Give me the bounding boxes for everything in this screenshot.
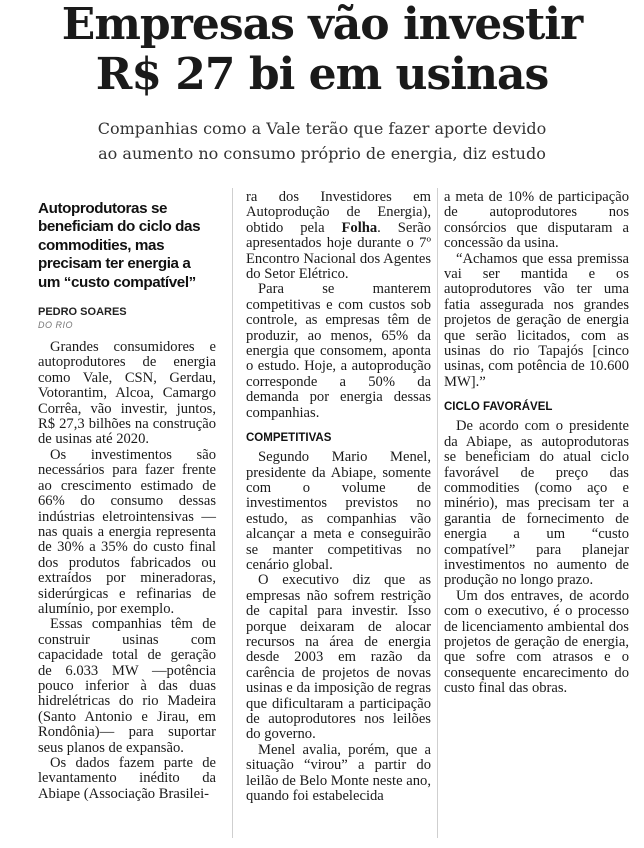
byline: PEDRO SOARES	[38, 306, 127, 319]
paragraph: O executivo diz que as empresas não sofrem restrição de capital para investir. Isso porque deixaram de alocar recursos na área de energia desde 2003 em razão da carência de projetos de novas usinas e da imposição de regras que dificultaram a participação de autoprodutores nos leilões do governo.	[246, 572, 431, 743]
column-1	[38, 200, 216, 802]
paragraph: Para se manterem competitivas e com custos sob controle, as empresas têm de produzir, ao menos, 65% da energia que consomem, aponta o estudo. Hoje, a autoprodução corresponde a 50% da demanda por energia dessas companhias.	[246, 281, 431, 421]
blurb: Autoprodutoras se beneficiam do ciclo das commodities, mas precisam ter energia a um “custo compatível”	[38, 200, 201, 291]
paragraph: De acordo com o presidente da Abiape, as autoprodutoras se beneficiam do atual ciclo favorável de preço das commodities (como aço e minério), mas precisam ter a garantia de fornecimento de energia a um “custo compatível” para planejar investimentos no aumento de produção no longo prazo.	[444, 418, 629, 589]
deck	[0, 116, 644, 166]
deck-line-1: Companhias como a Vale terão que fazer aporte devido	[97, 119, 547, 138]
paragraph: Os dados fazem parte de levantamento inédito da Abiape (Associação Brasilei-	[38, 755, 216, 802]
publication-name: Folha	[341, 219, 378, 236]
paragraph: a meta de 10% de participação de autoprodutores nos consórcios que disputaram a concessão da usina.	[444, 189, 629, 252]
headline-line-1: Empresas vão investir	[61, 0, 583, 50]
paragraph: “Achamos que essa premissa vai ser mantida e os autoprodutores vão ter uma fatia assegurada nos grandes projetos de geração de energia que serão licitados, com as usinas do rio Tapajós [cinco usinas, com potência de 10.600 MW].”	[444, 250, 629, 390]
column-rule	[232, 188, 233, 838]
subhead: CICLO FAVORÁVEL	[444, 401, 553, 414]
paragraph-text: ra dos Investidores em Autoprodução de Energia), obtido pela	[246, 189, 431, 236]
paragraph: Grandes consumidores e autoprodutores de energia como Vale, CSN, Gerdau, Votorantim, Alcoa, Camargo Corrêa, vão investir, juntos, R$ 27,3 bilhões na construção de usinas até 2020.	[38, 339, 216, 448]
paragraph: Essas companhias têm de construir usinas com capacidade total de geração de 6.033 MW —potência pouco inferior à das duas hidrelétricas do rio Madeira (Santo Antonio e Jirau, em Rondônia)— para suportar seus planos de expansão.	[38, 616, 216, 756]
paragraph-text: . Serão apresentados hoje durante o 7º Encontro Nacional dos Agentes do Setor Elétrico.	[246, 219, 431, 283]
paragraph: Segundo Mario Menel, presidente da Abiape, somente com o volume de investimentos previstos no estudo, as companhias vão alcançar a meta e conseguirão se manter competitivas no cenário global.	[246, 449, 431, 573]
paragraph: Os investimentos são necessários para fazer frente ao crescimento estimado de 66% do consumo dessas indústrias eletrointensivas —nas quais a energia representa de 30% a 35% do custo final dos produtos fabricados ou extraídos por mineradoras, siderúrgicas e refinarias de alumínio, por exemplo.	[38, 446, 216, 617]
deck-line-2: ao aumento no consumo próprio de energia, diz estudo	[98, 144, 546, 163]
column-rule	[437, 188, 438, 838]
headline	[0, 0, 644, 100]
column-3	[444, 190, 629, 697]
dateline: DO RIO	[38, 320, 74, 331]
paragraph: Um dos entraves, de acordo com o executivo, é o processo de licenciamento ambiental dos projetos de geração de energia, que sofre com atrasos e o consequente encarecimento do custo final das obras.	[444, 587, 629, 697]
paragraph: Menel avalia, porém, que a situação “virou” a partir do leilão de Belo Monte neste ano, quando foi estabelecida	[246, 741, 431, 805]
subhead: COMPETITIVAS	[246, 432, 332, 445]
column-2	[246, 190, 431, 804]
headline-line-2: R$ 27 bi em usinas	[95, 49, 549, 100]
paragraph	[246, 190, 431, 282]
